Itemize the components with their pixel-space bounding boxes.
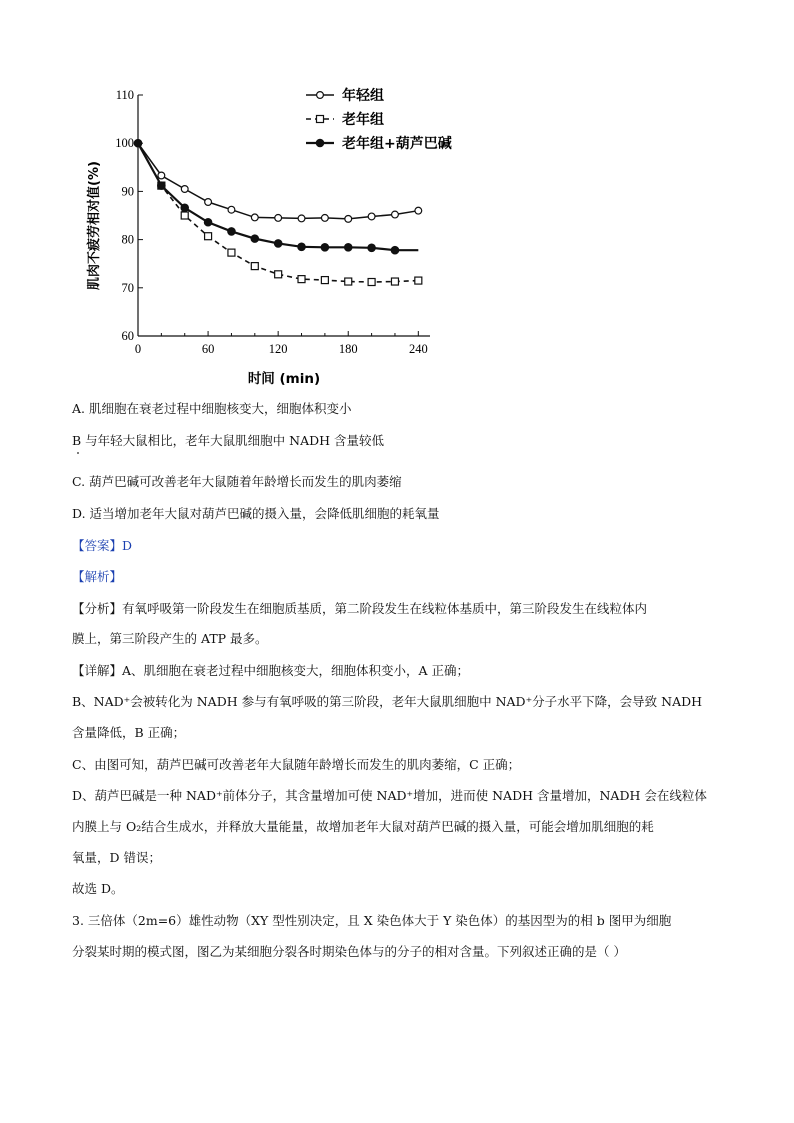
data-point-open (205, 199, 212, 206)
data-point-filled (298, 243, 306, 251)
analysis-line-1: 【分析】有氧呼吸第一阶段发生在细胞质基质，第二阶段发生在线粒体基质中，第三阶段发生在线粒体内 (72, 601, 648, 616)
series-line (138, 143, 418, 282)
x-tick-label: 60 (201, 342, 215, 356)
data-point-square (345, 278, 352, 285)
data-point-open (415, 207, 422, 214)
series-line (138, 143, 418, 219)
question-3-line-2: 分裂某时期的模式图，图乙为某细胞分裂各时期染色体与的分子的相对含量。下列叙述正确的是（ ） (72, 944, 626, 959)
analysis-heading: 【解析】 (72, 569, 123, 584)
series-0 (135, 140, 422, 222)
data-point-filled (158, 182, 166, 190)
y-tick-label: 80 (121, 232, 134, 247)
answer-heading: 【答案】D (72, 538, 133, 553)
data-point-filled (181, 204, 189, 212)
series-2 (134, 139, 418, 254)
data-point-filled (316, 139, 324, 147)
data-point-open (181, 186, 188, 193)
option-b: B 与年轻大鼠相比，老年大鼠肌细胞中 NADH 含量较低 (72, 433, 384, 448)
y-tick-label: 90 (121, 184, 134, 199)
data-point-square (391, 278, 398, 285)
data-point-filled (344, 244, 352, 252)
chart-legend (306, 87, 452, 152)
data-point-square (415, 277, 422, 284)
data-point-square (298, 276, 305, 283)
legend-label: 年轻组 (342, 88, 384, 104)
detail-line-d2: 内膜上与 O₂结合生成水，并释放大量能量，故增加老年大鼠对葫芦巴碱的摄入量，可能会增加肌细胞的耗 (72, 819, 654, 834)
analysis-line-2: 膜上，第三阶段产生的 ATP 最多。 (72, 631, 268, 646)
data-point-open (298, 215, 305, 222)
y-axis-label: 肌肉不疲劳相对值(%) (87, 161, 102, 290)
question-3-line-1: 3. 三倍体（2m=6）雄性动物（XY 型性别决定，且 X 染色体大于 Y 染色体）的基因型为的相 b 图甲为细胞 (72, 913, 672, 928)
data-point-open (317, 92, 324, 99)
data-point-filled (391, 246, 399, 254)
data-point-filled (368, 244, 376, 252)
x-tick-label: 180 (338, 342, 358, 356)
data-point-square (275, 271, 282, 278)
data-point-square (368, 279, 375, 286)
y-tick-label: 60 (121, 329, 134, 343)
y-tick-label: 70 (121, 280, 134, 295)
data-point-square (181, 212, 188, 219)
detail-line-a: 【详解】A、肌细胞在衰老过程中细胞核变大，细胞体积变小，A 正确； (72, 663, 470, 678)
option-a: A. 肌细胞在衰老过程中细胞核变大，细胞体积变小 (72, 401, 352, 416)
legend-label: 老年组 (342, 112, 384, 128)
x-tick-label: 120 (268, 342, 288, 356)
data-point-square (251, 263, 258, 270)
data-point-open (392, 211, 399, 218)
data-point-open (275, 215, 282, 222)
data-point-filled (134, 139, 142, 147)
data-point-filled (321, 244, 329, 252)
data-point-open (228, 206, 235, 213)
data-point-square (228, 249, 235, 256)
data-point-filled (228, 228, 236, 236)
data-point-filled (274, 240, 282, 248)
legend-label: 老年组+葫芦巴碱 (342, 136, 452, 152)
data-point-square (205, 233, 212, 240)
detail-line-b2: 含量降低，B 正确； (72, 725, 186, 740)
data-point-open (158, 172, 165, 179)
data-point-square (321, 277, 328, 284)
conclusion-line: 故选 D。 (72, 881, 124, 896)
data-point-open (345, 215, 352, 222)
stray-dot (77, 452, 79, 454)
x-tick-label: 0 (134, 342, 142, 356)
line-chart (78, 78, 478, 390)
y-tick-label: 100 (115, 136, 134, 151)
data-point-filled (251, 235, 259, 243)
option-c: C. 葫芦巴碱可改善老年大鼠随着年龄增长而发生的肌肉萎缩 (72, 474, 402, 489)
chart-series (134, 139, 422, 285)
detail-line-c: C、由图可知，葫芦巴碱可改善老年大鼠随年龄增长而发生的肌肉萎缩，C 正确； (72, 757, 521, 772)
data-point-open (321, 215, 328, 222)
detail-line-d1: D、葫芦巴碱是一种 NAD⁺前体分子，其含量增加可使 NAD⁺增加，进而使 NADH 含量增加，NADH 会在线粒体 (72, 788, 707, 803)
detail-line-d3: 氧量，D 错误； (72, 850, 161, 865)
x-axis-label: 时间 (min) (247, 371, 321, 387)
data-point-open (368, 213, 375, 220)
option-d: D. 适当增加老年大鼠对葫芦巴碱的摄入量，会降低肌细胞的耗氧量 (72, 506, 440, 521)
y-tick-label: 110 (115, 88, 134, 102)
data-point-filled (204, 218, 212, 226)
series-line (138, 143, 418, 250)
data-point-open (251, 214, 258, 221)
x-tick-label: 240 (408, 342, 428, 356)
data-point-square (317, 116, 324, 123)
detail-line-b1: B、NAD⁺会被转化为 NADH 参与有氧呼吸的第三阶段，老年大鼠肌细胞中 NAD⁺分子水平下降，会导致 NADH (72, 694, 703, 709)
